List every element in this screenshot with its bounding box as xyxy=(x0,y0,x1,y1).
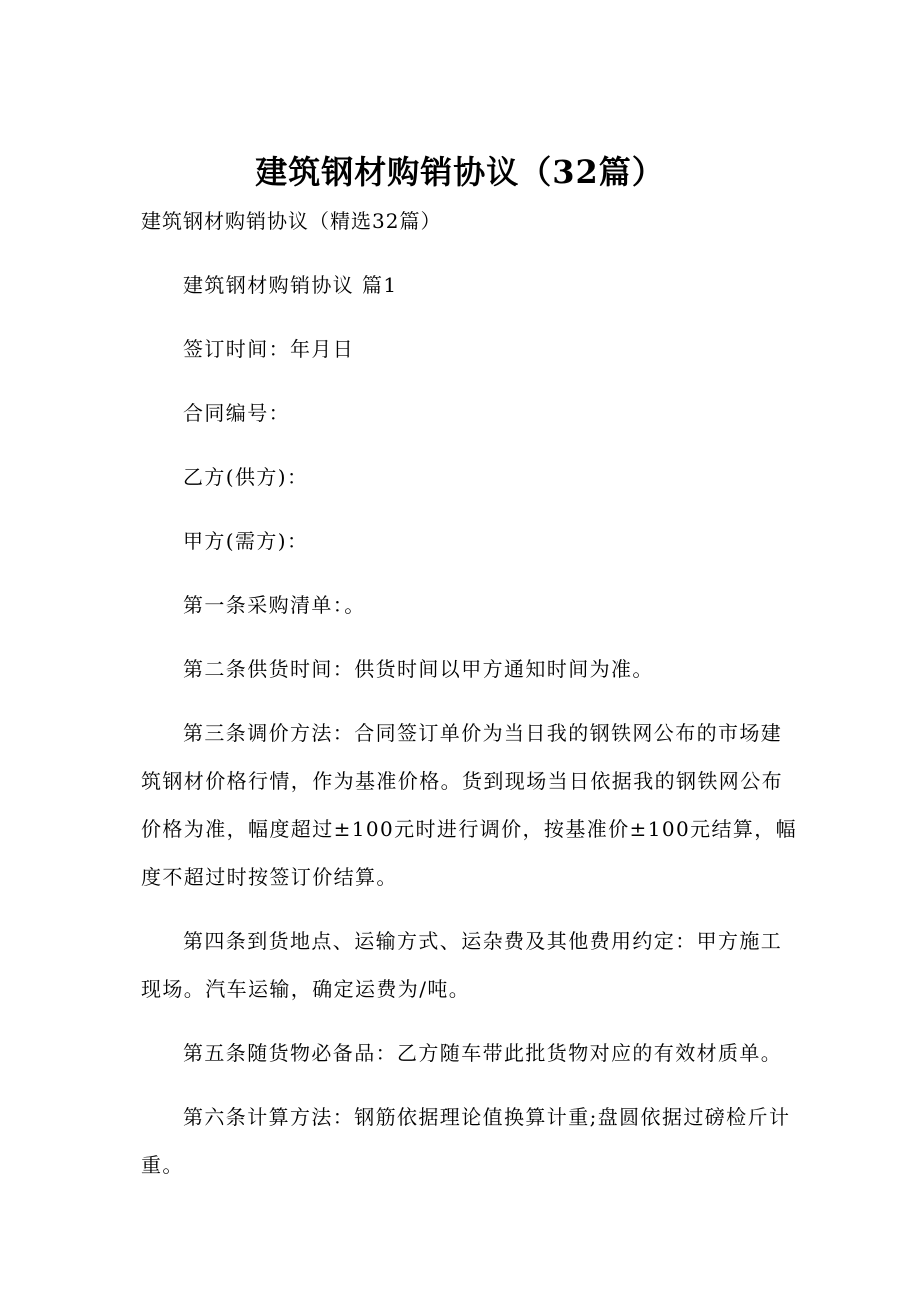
paragraph-article-4: 第四条到货地点、运输方式、运杂费及其他费用约定：甲方施工现场。汽车运输，确定运费为/吨。 xyxy=(141,929,783,1001)
paragraph-sign-date: 签订时间：年月日 xyxy=(183,337,355,361)
document-title: 建筑钢材购销协议（32篇） xyxy=(255,153,665,191)
document-subtitle: 建筑钢材购销协议（精选32篇） xyxy=(141,209,442,233)
paragraph-contract-number: 合同编号： xyxy=(183,401,290,425)
paragraph-article-1: 第一条采购清单：。 xyxy=(183,593,366,617)
paragraph-article-3: 第三条调价方法：合同签订单价为当日我的钢铁网公布的市场建筑钢材价格行情，作为基准价格。货到现场当日依据我的钢铁网公布价格为准，幅度超过±100元时进行调价，按基准价±100元结算，幅度不超过时按签订价结算。 xyxy=(141,721,798,889)
section-heading: 建筑钢材购销协议 篇1 xyxy=(183,273,398,297)
paragraph-article-5: 第五条随货物必备品：乙方随车带此批货物对应的有效材质单。 xyxy=(183,1041,783,1065)
paragraph-article-6: 第六条计算方法：钢筋依据理论值换算计重;盘圆依据过磅检斤计重。 xyxy=(141,1105,791,1177)
paragraph-party-a: 甲方(需方)： xyxy=(183,529,309,553)
paragraph-article-2: 第二条供货时间：供货时间以甲方通知时间为准。 xyxy=(183,657,654,681)
paragraph-party-b: 乙方(供方)： xyxy=(183,465,309,489)
